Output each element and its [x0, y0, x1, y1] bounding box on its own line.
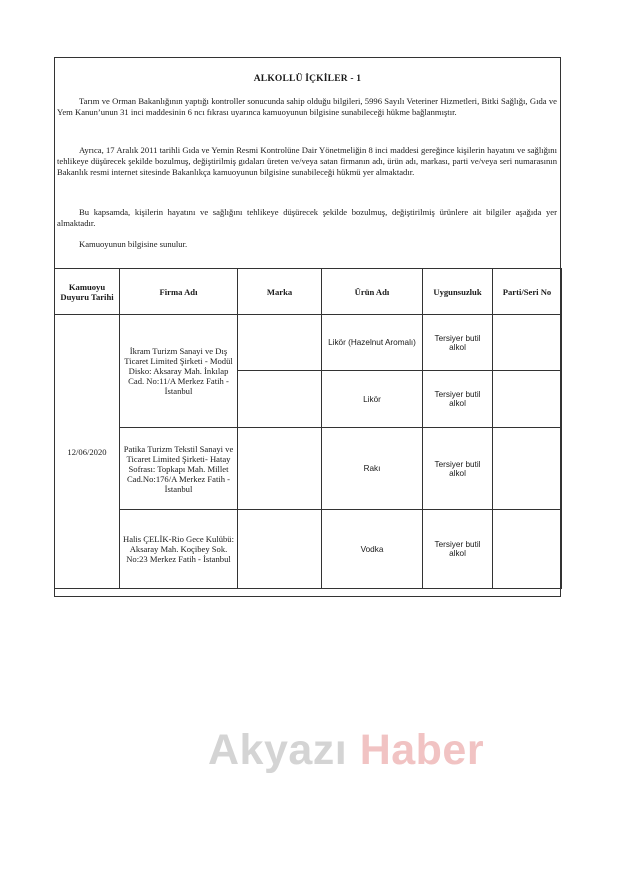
product-name: Likör: [322, 371, 423, 428]
watermark-part-1: Akyazı: [208, 726, 348, 774]
firm-name: Halis ÇELİK-Rio Gece Kulübü: Aksaray Mah. Koçibey Sok. No:23 Merkez Fatih - İstanbul: [120, 510, 238, 589]
paragraph-1: Tarım ve Orman Bakanlığının yaptığı kontroller sonucunda sahip olduğu bilgileri, 5996 Sayılı Veteriner Hizmetleri, Bitki Sağlığı, Gıda ve Yem Kanun’unun 31 inci maddesinin 6 ncı fıkrası uyarınca kamuoyunun bilgisine sunabileceği hükme bağlanmıştır.: [57, 96, 557, 117]
brand-cell: [238, 428, 322, 510]
product-name: Rakı: [322, 428, 423, 510]
watermark-part-2: Haber: [359, 726, 485, 774]
header-nonconformity: Uygunsuzluk: [423, 269, 493, 315]
brand-cell: [238, 510, 322, 589]
header-product: Ürün Adı: [322, 269, 423, 315]
batch-cell: [493, 315, 562, 371]
product-name: Vodka: [322, 510, 423, 589]
product-name: Likör (Hazelnut Aromalı): [322, 315, 423, 371]
nonconformity: Tersiyer butil alkol: [423, 428, 493, 510]
table-header-row: [55, 269, 562, 315]
nonconformity: Tersiyer butil alkol: [423, 510, 493, 589]
products-table: [54, 268, 562, 589]
batch-cell: [493, 510, 562, 589]
paragraph-2: Ayrıca, 17 Aralık 2011 tarihli Gıda ve Yemin Resmi Kontrolüne Dair Yönetmeliğin 8 inci maddesi gereğince kişilerin hayatını ve sağlığını tehlikeye düşürecek şekilde bozulmuş, değiştirilmiş gıdaları üreten ve/veya satan firmanın adı, ürün adı, markası, parti ve/veya seri numarasının Bakanlık resmi internet sitesinde Bakanlıkça kamuoyunun bilgisine sunabileceği hükmü yer almaktadır.: [57, 145, 557, 177]
brand-cell: [238, 315, 322, 371]
header-batch: Parti/Seri No: [493, 269, 562, 315]
nonconformity: Tersiyer butil alkol: [423, 315, 493, 371]
batch-cell: [493, 428, 562, 510]
batch-cell: [493, 371, 562, 428]
table-row: [55, 315, 562, 371]
brand-cell: [238, 371, 322, 428]
document-title: ALKOLLÜ İÇKİLER - 1: [253, 74, 362, 84]
document-frame: [54, 57, 561, 597]
firm-name: Patika Turizm Tekstil Sanayi ve Ticaret Limited Şirketi- Hatay Sofrası: Topkapı Mah. Millet Cad.No:176/A Merkez Fatih - İstanbul: [120, 428, 238, 510]
intro-section: [55, 58, 560, 267]
table-row: [55, 428, 562, 510]
header-brand: Marka: [238, 269, 322, 315]
paragraph-4: Kamuoyunun bilgisine sunulur.: [79, 239, 188, 249]
announcement-date: 12/06/2020: [55, 315, 120, 589]
watermark: [208, 726, 484, 775]
firm-name: İkram Turizm Sanayi ve Dış Ticaret Limited Şirketi - Modül Disko: Aksaray Mah. İnkılap Cad. No:11/A Merkez Fatih - İstanbul: [120, 315, 238, 428]
header-firm: Firma Adı: [120, 269, 238, 315]
paragraph-3: Bu kapsamda, kişilerin hayatını ve sağlığını tehlikeye düşürecek şekilde bozulmuş, değiştirilmiş ürünlere ait bilgiler aşağıda yer almaktadır.: [57, 207, 557, 228]
nonconformity: Tersiyer butil alkol: [423, 371, 493, 428]
header-date: Kamuoyu Duyuru Tarihi: [55, 269, 120, 315]
table-row: [55, 510, 562, 589]
